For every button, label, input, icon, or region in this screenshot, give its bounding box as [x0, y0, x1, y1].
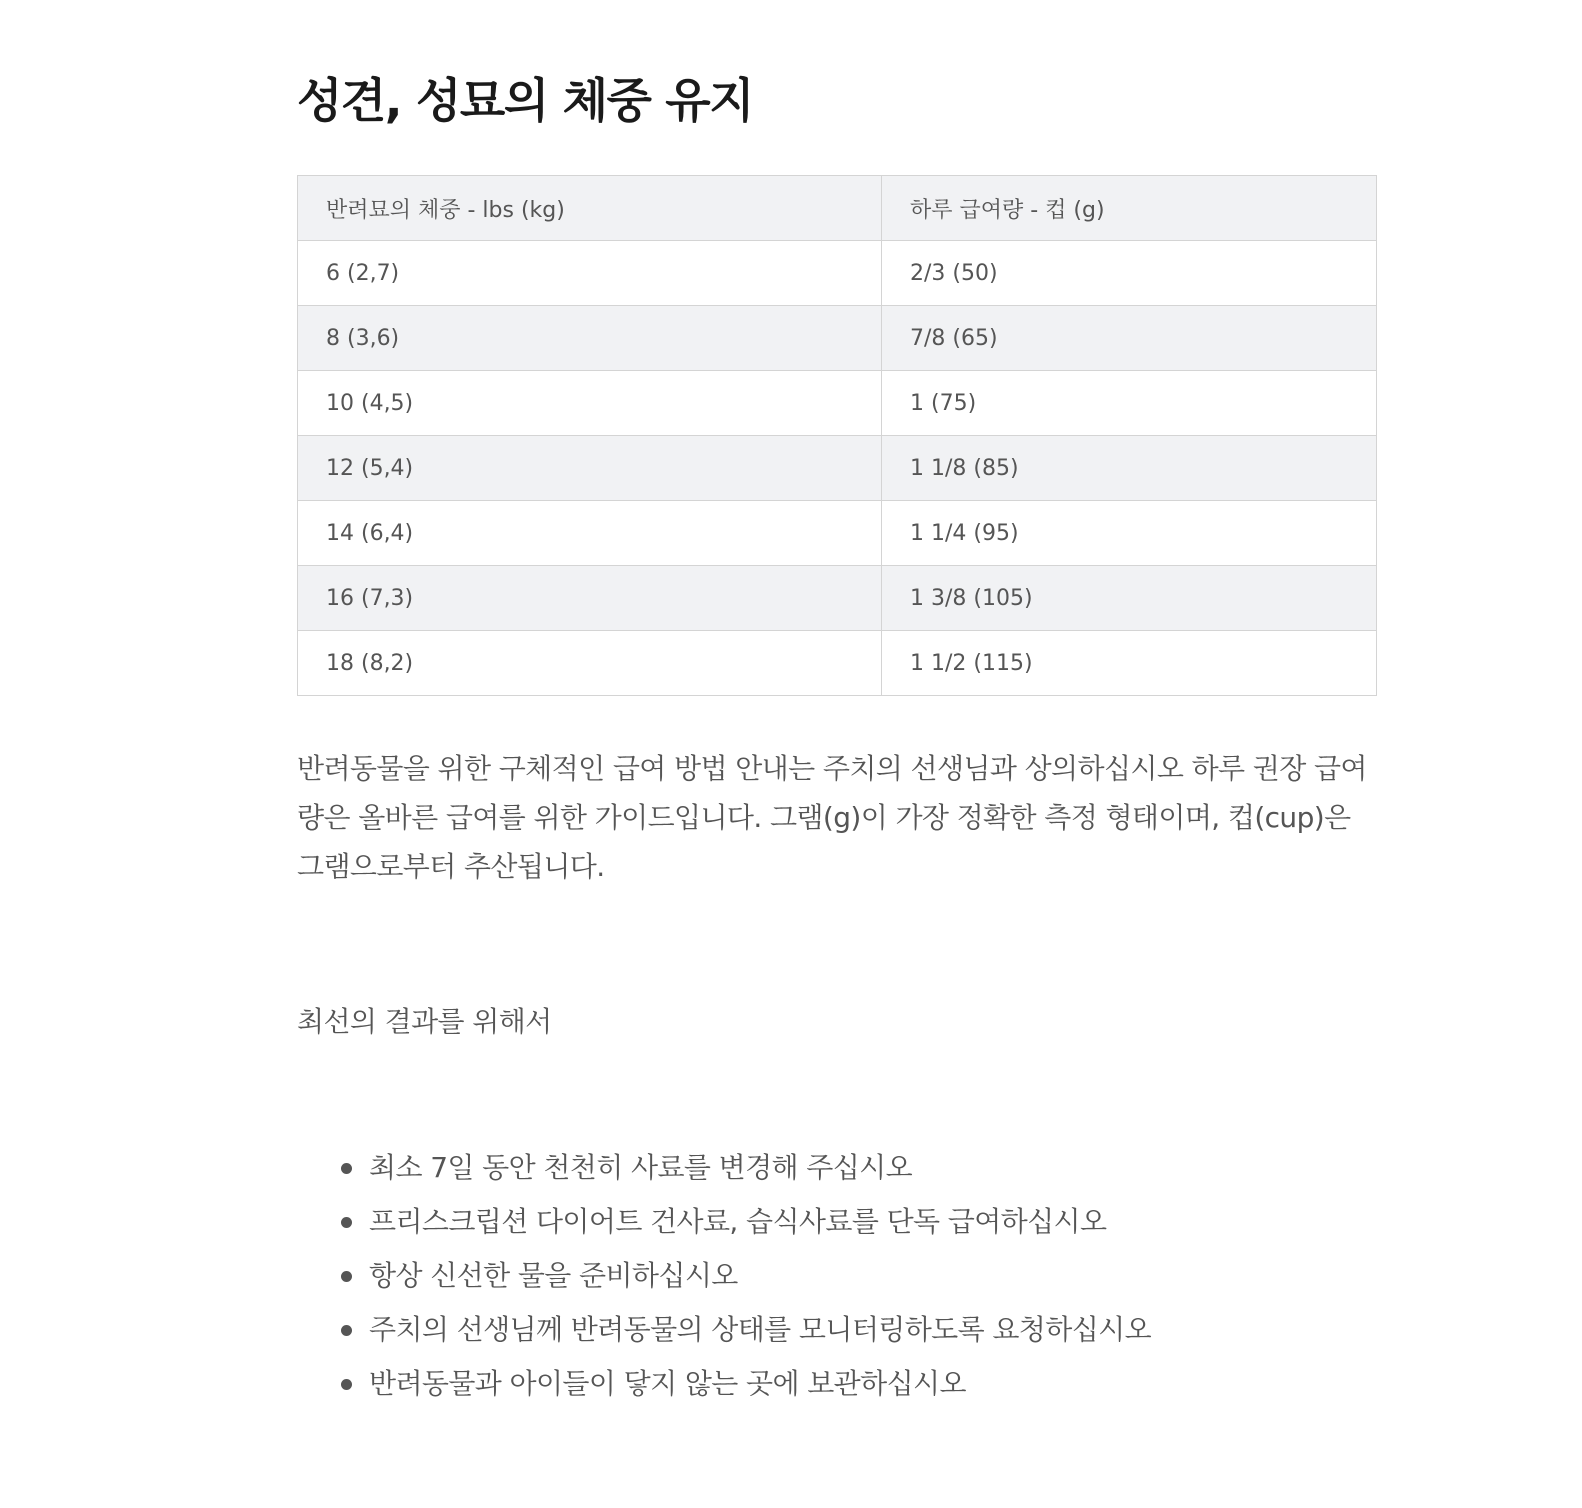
list-item-text: 주치의 선생님께 반려동물의 상태를 모니터링하도록 요청하십시오	[369, 1313, 1152, 1346]
cell-daily-amount: 1 1/2 (115)	[882, 631, 1377, 696]
table-header-row	[298, 176, 1377, 241]
list-item	[369, 1141, 1151, 1195]
best-results-heading: 최선의 결과를 위해서	[297, 1005, 552, 1038]
cell-daily-amount: 7/8 (65)	[882, 306, 1377, 371]
cell-daily-amount: 2/3 (50)	[882, 241, 1377, 306]
table-row	[298, 241, 1377, 306]
column-header-daily-amount: 하루 급여량 - 컵 (g)	[882, 176, 1377, 241]
cell-weight: 16 (7,3)	[298, 566, 882, 631]
table-row	[298, 566, 1377, 631]
feeding-guide-text: 반려동물을 위한 구체적인 급여 방법 안내는 주치의 선생님과 상의하십시오 하루 권장 급여량은 올바른 급여를 위한 가이드입니다. 그램(g)이 가장 정확한 측정 형태이며, 컵(cup)은 그램으로부터 추산됩니다.	[297, 752, 1367, 883]
bullet-icon	[341, 1163, 352, 1174]
cell-weight: 8 (3,6)	[298, 306, 882, 371]
list-item-text: 최소 7일 동안 천천히 사료를 변경해 주십시오	[369, 1151, 913, 1184]
list-item	[369, 1303, 1151, 1357]
cell-weight: 10 (4,5)	[298, 371, 882, 436]
cell-daily-amount: 1 (75)	[882, 371, 1377, 436]
cell-daily-amount: 1 3/8 (105)	[882, 566, 1377, 631]
table-row	[298, 501, 1377, 566]
list-item-text: 항상 신선한 물을 준비하십시오	[369, 1259, 738, 1292]
column-header-weight: 반려묘의 체중 - lbs (kg)	[298, 176, 882, 241]
table-row	[298, 631, 1377, 696]
cell-weight: 14 (6,4)	[298, 501, 882, 566]
list-item	[369, 1249, 1151, 1303]
table-row	[298, 436, 1377, 501]
list-item	[369, 1195, 1151, 1249]
cell-daily-amount: 1 1/4 (95)	[882, 501, 1377, 566]
cell-weight: 18 (8,2)	[298, 631, 882, 696]
bullet-icon	[341, 1217, 352, 1228]
cell-weight: 12 (5,4)	[298, 436, 882, 501]
list-item-text: 프리스크립션 다이어트 건사료, 습식사료를 단독 급여하십시오	[369, 1205, 1107, 1238]
cell-daily-amount: 1 1/8 (85)	[882, 436, 1377, 501]
bullet-icon	[341, 1271, 352, 1282]
bullet-icon	[341, 1325, 352, 1336]
table-row	[298, 306, 1377, 371]
tips-list	[297, 1141, 1151, 1411]
table-row	[298, 371, 1377, 436]
list-item-text: 반려동물과 아이들이 닿지 않는 곳에 보관하십시오	[369, 1367, 966, 1400]
cell-weight: 6 (2,7)	[298, 241, 882, 306]
list-item	[369, 1357, 1151, 1411]
bullet-icon	[341, 1379, 352, 1390]
page-title: 성견, 성묘의 체중 유지	[297, 74, 754, 129]
feeding-table	[297, 175, 1377, 696]
